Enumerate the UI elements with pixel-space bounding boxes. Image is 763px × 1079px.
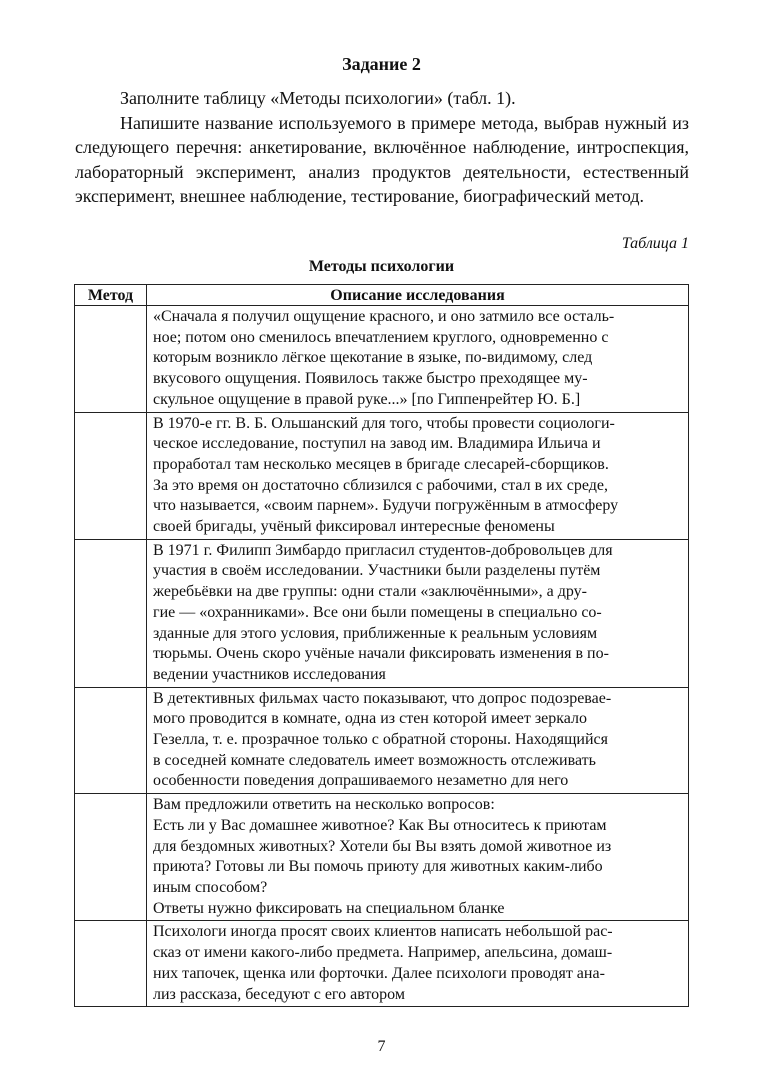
methods-table bbox=[74, 284, 689, 1007]
table-row bbox=[75, 412, 689, 539]
method-answer-cell[interactable] bbox=[75, 539, 147, 687]
table-row bbox=[75, 921, 689, 1007]
instruction-paragraph-1: Заполните таблицу «Методы психологии» (табл. 1). bbox=[120, 88, 516, 108]
task-instructions bbox=[75, 86, 689, 209]
description-cell: Психологи иногда просят своих клиентов написать небольшой рас- сказ от имени какого-либо предмета. Например, апельсина, домаш- них тапочек, щенка или форточки. Далее психологи проводят ана- лиз рассказа, беседуют с его автором bbox=[147, 921, 689, 1007]
table-title: Методы психологии bbox=[308, 258, 455, 275]
table-row bbox=[75, 794, 689, 921]
page-number: 7 bbox=[377, 1038, 386, 1055]
instruction-paragraph-2: Напишите название используемого в примере метода, выбрав нужный из следующего перечня: анкетирование, включённое наблюдение, интроспекция, лабораторный эксперимент, анализ продуктов деятельности, естественный эксперимент, внешнее наблюдение, тестирование, биографический метод. bbox=[75, 112, 689, 206]
description-cell: В 1971 г. Филипп Зимбардо пригласил студентов-добровольцев для участия в своём исследовании. Участники были разделены путём жеребьёвки на две группы: одни стали «заключёнными», а дру- гие — «охранниками». Все они были помещены в специально со- зданные для этого условия, приближенные к реальным условиям тюрьмы. Очень скоро учёные начали фиксировать изменения в по- ведении участников исследования bbox=[147, 539, 689, 687]
description-cell: Вам предложили ответить на несколько вопросов: Есть ли у Вас домашнее животное? Как Вы относитесь к приютам для бездомных животных? Хотели бы Вы взять домой животное из приюта? Готовы ли Вы помочь приюту для животных каким-либо иным способом? Ответы нужно фиксировать на специальном бланке bbox=[147, 794, 689, 921]
method-answer-cell[interactable] bbox=[75, 921, 147, 1007]
table-number-label: Таблица 1 bbox=[621, 235, 689, 252]
method-answer-cell[interactable] bbox=[75, 687, 147, 794]
task-heading: Задание 2 bbox=[342, 54, 421, 74]
description-cell: В детективных фильмах часто показывают, что допрос подозревае- мого проводится в комнате, одна из стен которой имеет зеркало Гезелла, т. е. прозрачное только с обратной стороны. Находящийся в соседней комнате следователь имеет возможность отслеживать особенности поведения допрашиваемого незаметно для него bbox=[147, 687, 689, 794]
method-answer-cell[interactable] bbox=[75, 306, 147, 413]
header-method: Метод bbox=[75, 285, 147, 306]
method-answer-cell[interactable] bbox=[75, 412, 147, 539]
table-row bbox=[75, 687, 689, 794]
table-row bbox=[75, 539, 689, 687]
header-description: Описание исследования bbox=[147, 285, 689, 306]
table-header-row bbox=[75, 285, 689, 306]
description-cell: «Сначала я получил ощущение красного, и оно затмило все осталь- ное; потом оно сменилось впечатлением круглого, одновременно с которым возникло лёгкое щекотание в языке, по-видимому, след вкусового ощущения. Появилось также быстро преходящее му- скульное ощущение в правой руке...» [по Гиппенрейтер Ю. Б.] bbox=[147, 306, 689, 413]
method-answer-cell[interactable] bbox=[75, 794, 147, 921]
description-cell: В 1970-е гг. В. Б. Ольшанский для того, чтобы провести социологи- ческое исследование, поступил на завод им. Владимира Ильича и проработал там несколько месяцев в бригаде слесарей-сборщиков. За это время он достаточно сблизился с рабочими, стал в их среде, что называется, «своим парнем». Будучи погружённым в атмосферу своей бригады, учёный фиксировал интересные феномены bbox=[147, 412, 689, 539]
table-row bbox=[75, 306, 689, 413]
